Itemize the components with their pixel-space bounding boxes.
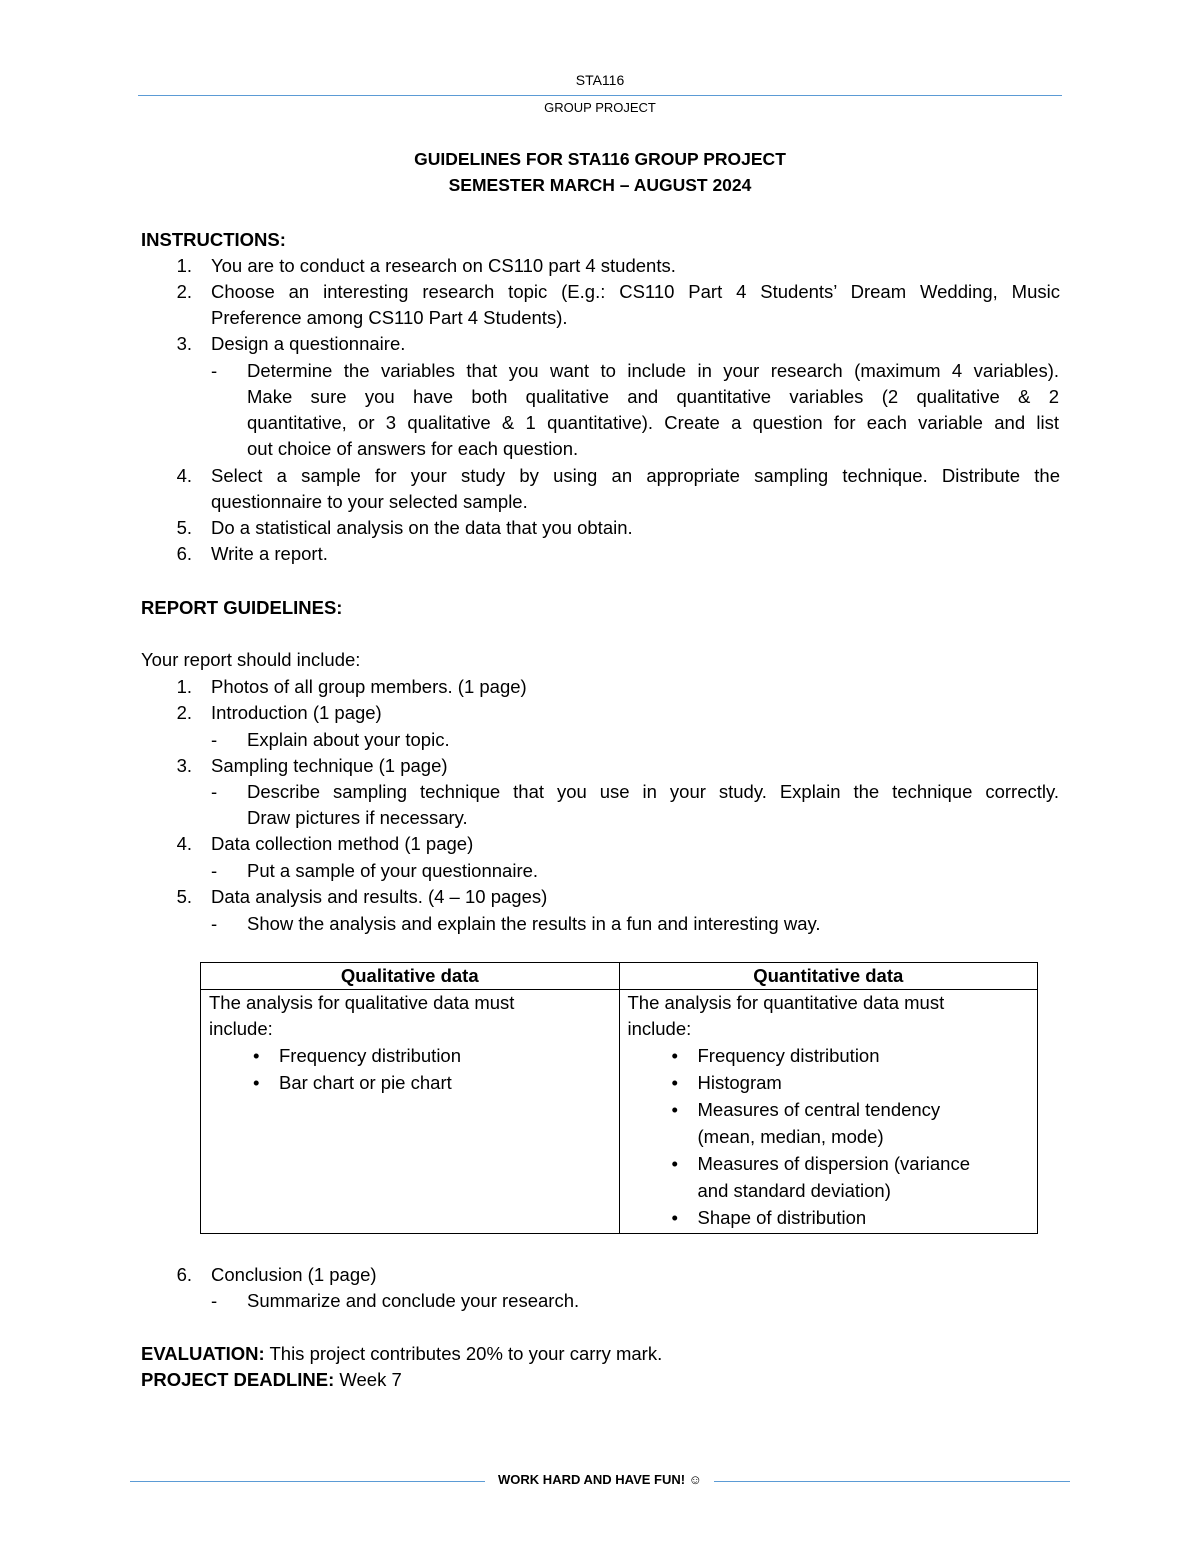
header-subtitle: GROUP PROJECT xyxy=(544,100,656,115)
list-item-continuation: Preference among CS110 Part 4 Students). xyxy=(211,307,568,328)
list-item: • Measures of central tendency xyxy=(671,1099,941,1120)
list-item: • Shape of distribution xyxy=(671,1207,867,1228)
sub-item-text: Make sure you have both qualitative and quantitative variables (2 qualitative & 2 xyxy=(247,386,1059,407)
list-item-continuation: questionnaire to your selected sample. xyxy=(211,491,528,512)
table-header-qualitative: Qualitative data xyxy=(201,963,620,990)
sub-item-dash: - xyxy=(211,729,218,750)
sub-item-text: Describe sampling technique that you use in your study. Explain the technique correctly. xyxy=(247,781,1059,802)
sub-item-text: Explain about your topic. xyxy=(247,729,450,750)
evaluation-note: EVALUATION: This project contributes 20% to your carry mark. xyxy=(141,1343,663,1364)
header-course-code: STA116 xyxy=(575,72,625,88)
sub-item-text: Summarize and conclude your research. xyxy=(247,1290,580,1311)
sub-item-text: quantitative, or 3 qualitative & 1 quantitative). Create a question for each variable and list xyxy=(247,412,1059,433)
sub-item-dash: - xyxy=(211,913,218,934)
sub-item-text: Put a sample of your questionnaire. xyxy=(247,860,539,881)
report-heading: REPORT GUIDELINES: xyxy=(141,597,343,618)
table-cell-quantitative: The analysis for quantitative data must include: • Frequency distribution • Histogram • Measures of central tendency (mean, median, mode) • Measures of dispersion (variance and standard deviation) • Shape of distribution xyxy=(619,990,1038,1234)
deadline-note: PROJECT DEADLINE: Week 7 xyxy=(141,1369,402,1390)
list-item: • Frequency distribution xyxy=(671,1045,880,1066)
header-divider xyxy=(138,95,1062,96)
table-header-quantitative: Quantitative data xyxy=(619,963,1038,990)
sub-item-dash: - xyxy=(211,360,218,381)
list-item-continuation: and standard deviation) xyxy=(697,1180,891,1201)
sub-item-text: out choice of answers for each question. xyxy=(247,438,579,459)
list-item-continuation: (mean, median, mode) xyxy=(697,1126,884,1147)
instructions-heading: INSTRUCTIONS: xyxy=(141,229,286,250)
list-item: • Histogram xyxy=(671,1072,782,1093)
sub-item-dash: - xyxy=(211,1290,218,1311)
table-cell-qualitative: The analysis for qualitative data must include: • Frequency distribution • Bar chart or pie chart xyxy=(201,990,620,1234)
sub-item-dash: - xyxy=(211,781,218,802)
sub-item-text: Determine the variables that you want to include in your research (maximum 4 variables). xyxy=(247,360,1059,381)
report-intro: Your report should include: xyxy=(141,649,361,670)
analysis-table xyxy=(200,962,1038,1234)
list-item: • Frequency distribution xyxy=(253,1045,462,1066)
sub-item-dash: - xyxy=(211,860,218,881)
footer-text: WORK HARD AND HAVE FUN! ☺ xyxy=(498,1472,702,1487)
sub-item-text: Show the analysis and explain the results in a fun and interesting way. xyxy=(247,913,821,934)
sub-item-text: Draw pictures if necessary. xyxy=(247,807,468,828)
list-item: • Bar chart or pie chart xyxy=(253,1072,452,1093)
page-subtitle: SEMESTER MARCH – AUGUST 2024 xyxy=(448,175,752,195)
page-title: GUIDELINES FOR STA116 GROUP PROJECT xyxy=(414,149,786,169)
list-item: • Measures of dispersion (variance xyxy=(671,1153,970,1174)
